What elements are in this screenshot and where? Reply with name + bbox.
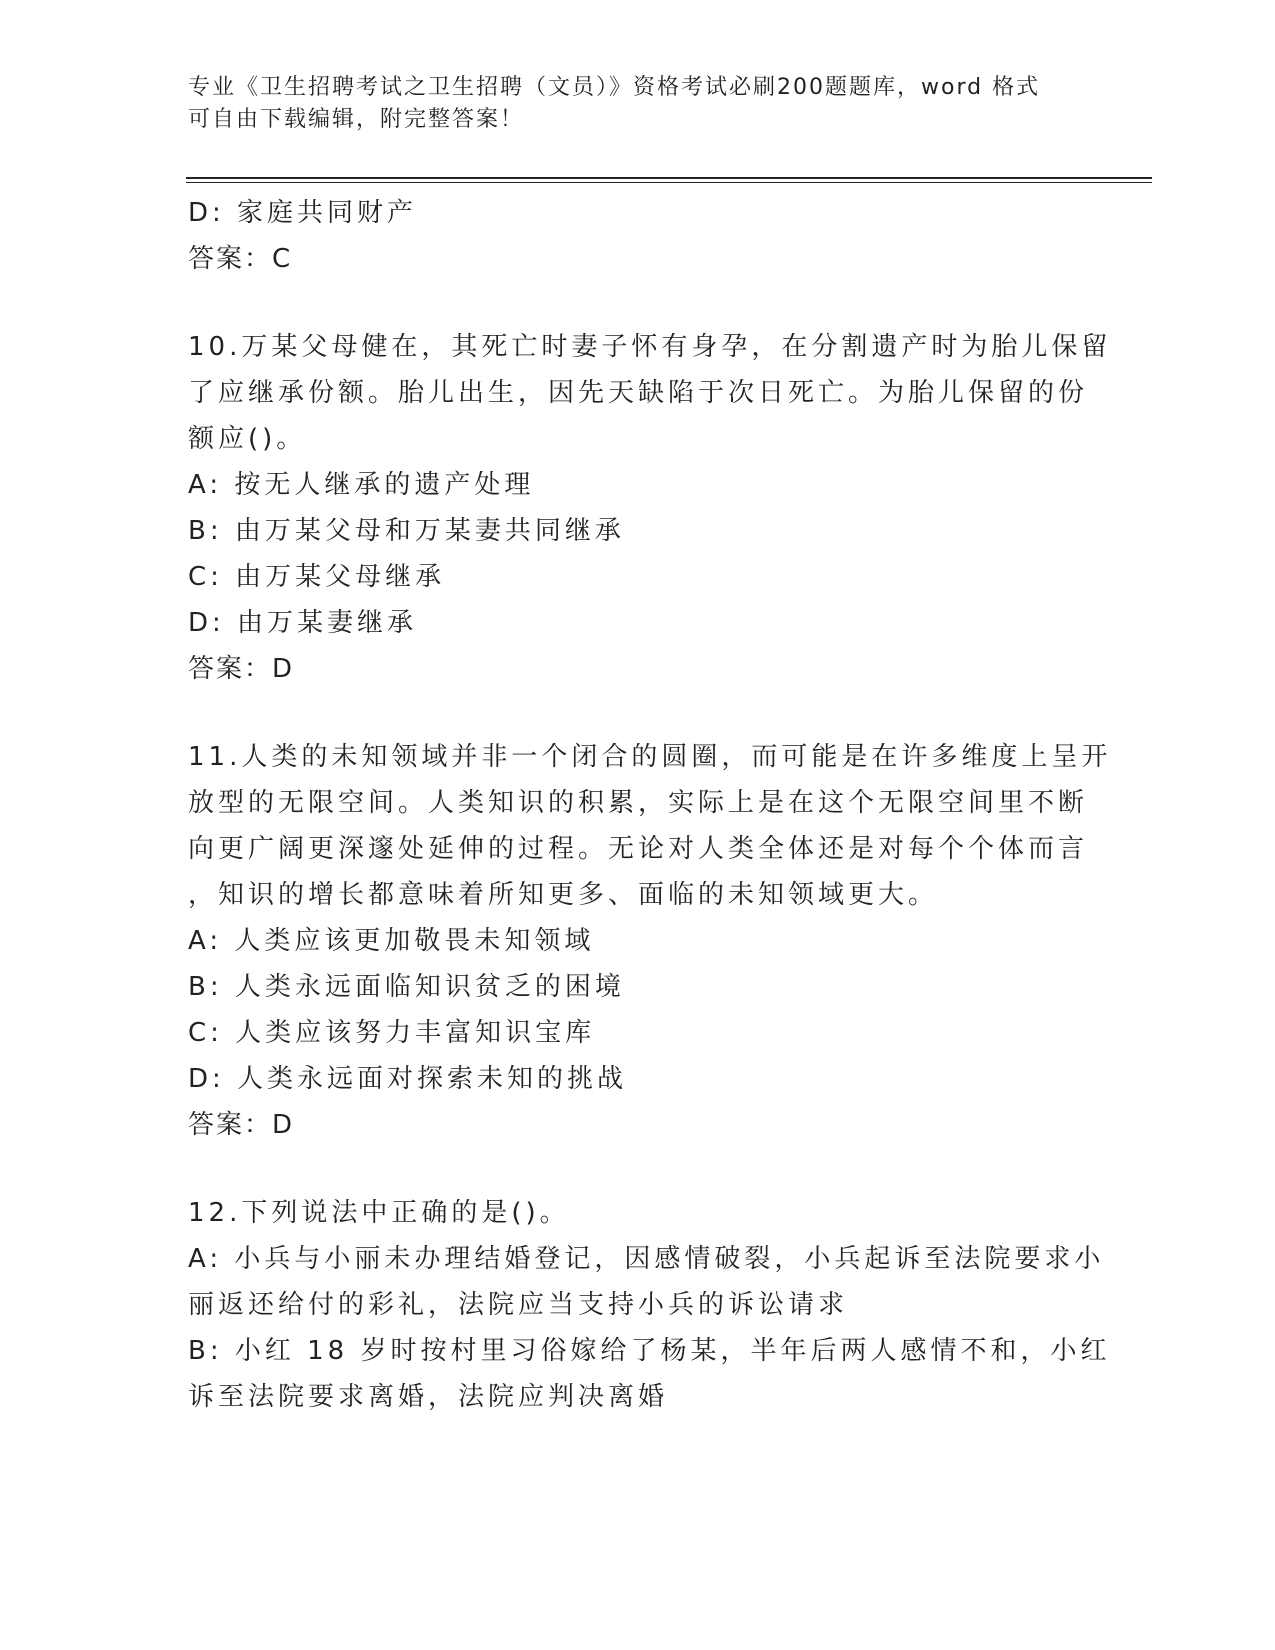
- question-12: [188, 1190, 1111, 1420]
- page-header: [188, 72, 1088, 136]
- option-a: A: 小兵与小丽未办理结婚登记，因感情破裂，小兵起诉至法院要求小: [188, 1244, 1105, 1274]
- question-text-line: 10.万某父母健在，其死亡时妻子怀有身孕，在分割遗产时为胎儿保留: [188, 332, 1112, 362]
- question-text-line: ，知识的增长都意味着所知更多、面临的未知领域更大。: [188, 880, 939, 910]
- spacer: [188, 1148, 1088, 1190]
- answer: 答案：D: [188, 654, 295, 684]
- option-b-continued: 诉至法院要求离婚，法院应判决离婚: [188, 1382, 669, 1412]
- option-b: B: 小红 18 岁时按村里习俗嫁给了杨某，半年后两人感情不和，小红: [188, 1336, 1111, 1366]
- option-a-continued: 丽返还给付的彩礼，法院应当支持小兵的诉讼请求: [188, 1290, 849, 1320]
- question-text-line: 11.人类的未知领域并非一个闭合的圆圈，而可能是在许多维度上呈开: [188, 742, 1112, 772]
- question-text-line: 放型的无限空间。人类知识的积累，实际上是在这个无限空间里不断: [188, 788, 1089, 818]
- question-10: [188, 324, 1112, 692]
- header-title-line-1: 专业《卫生招聘考试之卫生招聘（文员）》资格考试必刷200题题库，word 格式: [188, 75, 1041, 100]
- prev-question-answer: 答案：C: [188, 244, 293, 274]
- question-text-line: 额应()。: [188, 424, 307, 454]
- spacer: [188, 282, 1088, 324]
- option-b: B: 由万某父母和万某妻共同继承: [188, 516, 625, 546]
- document-body: [188, 190, 1112, 1420]
- question-text-line: 向更广阔更深邃处延伸的过程。无论对人类全体还是对每个个体而言: [188, 834, 1089, 864]
- header-title-line-2: 可自由下载编辑，附完整答案！: [188, 107, 525, 132]
- header-rule-thin: [186, 182, 1152, 183]
- header-rule-thick: [186, 177, 1152, 179]
- question-text-line: 12.下列说法中正确的是()。: [188, 1198, 570, 1228]
- option-a: A: 按无人继承的遗产处理: [188, 470, 535, 500]
- option-d: D: 人类永远面对探索未知的挑战: [188, 1064, 628, 1094]
- question-11: [188, 734, 1112, 1148]
- question-text-line: 了应继承份额。胎儿出生，因先天缺陷于次日死亡。为胎儿保留的份: [188, 378, 1089, 408]
- spacer: [188, 692, 1088, 734]
- option-c: C: 人类应该努力丰富知识宝库: [188, 1018, 596, 1048]
- option-a: A: 人类应该更加敬畏未知领域: [188, 926, 595, 956]
- option-b: B: 人类永远面临知识贫乏的困境: [188, 972, 625, 1002]
- prev-question-option-d: D: 家庭共同财产: [188, 198, 418, 228]
- answer: 答案：D: [188, 1110, 295, 1140]
- option-c: C: 由万某父母继承: [188, 562, 446, 592]
- option-d: D: 由万某妻继承: [188, 608, 418, 638]
